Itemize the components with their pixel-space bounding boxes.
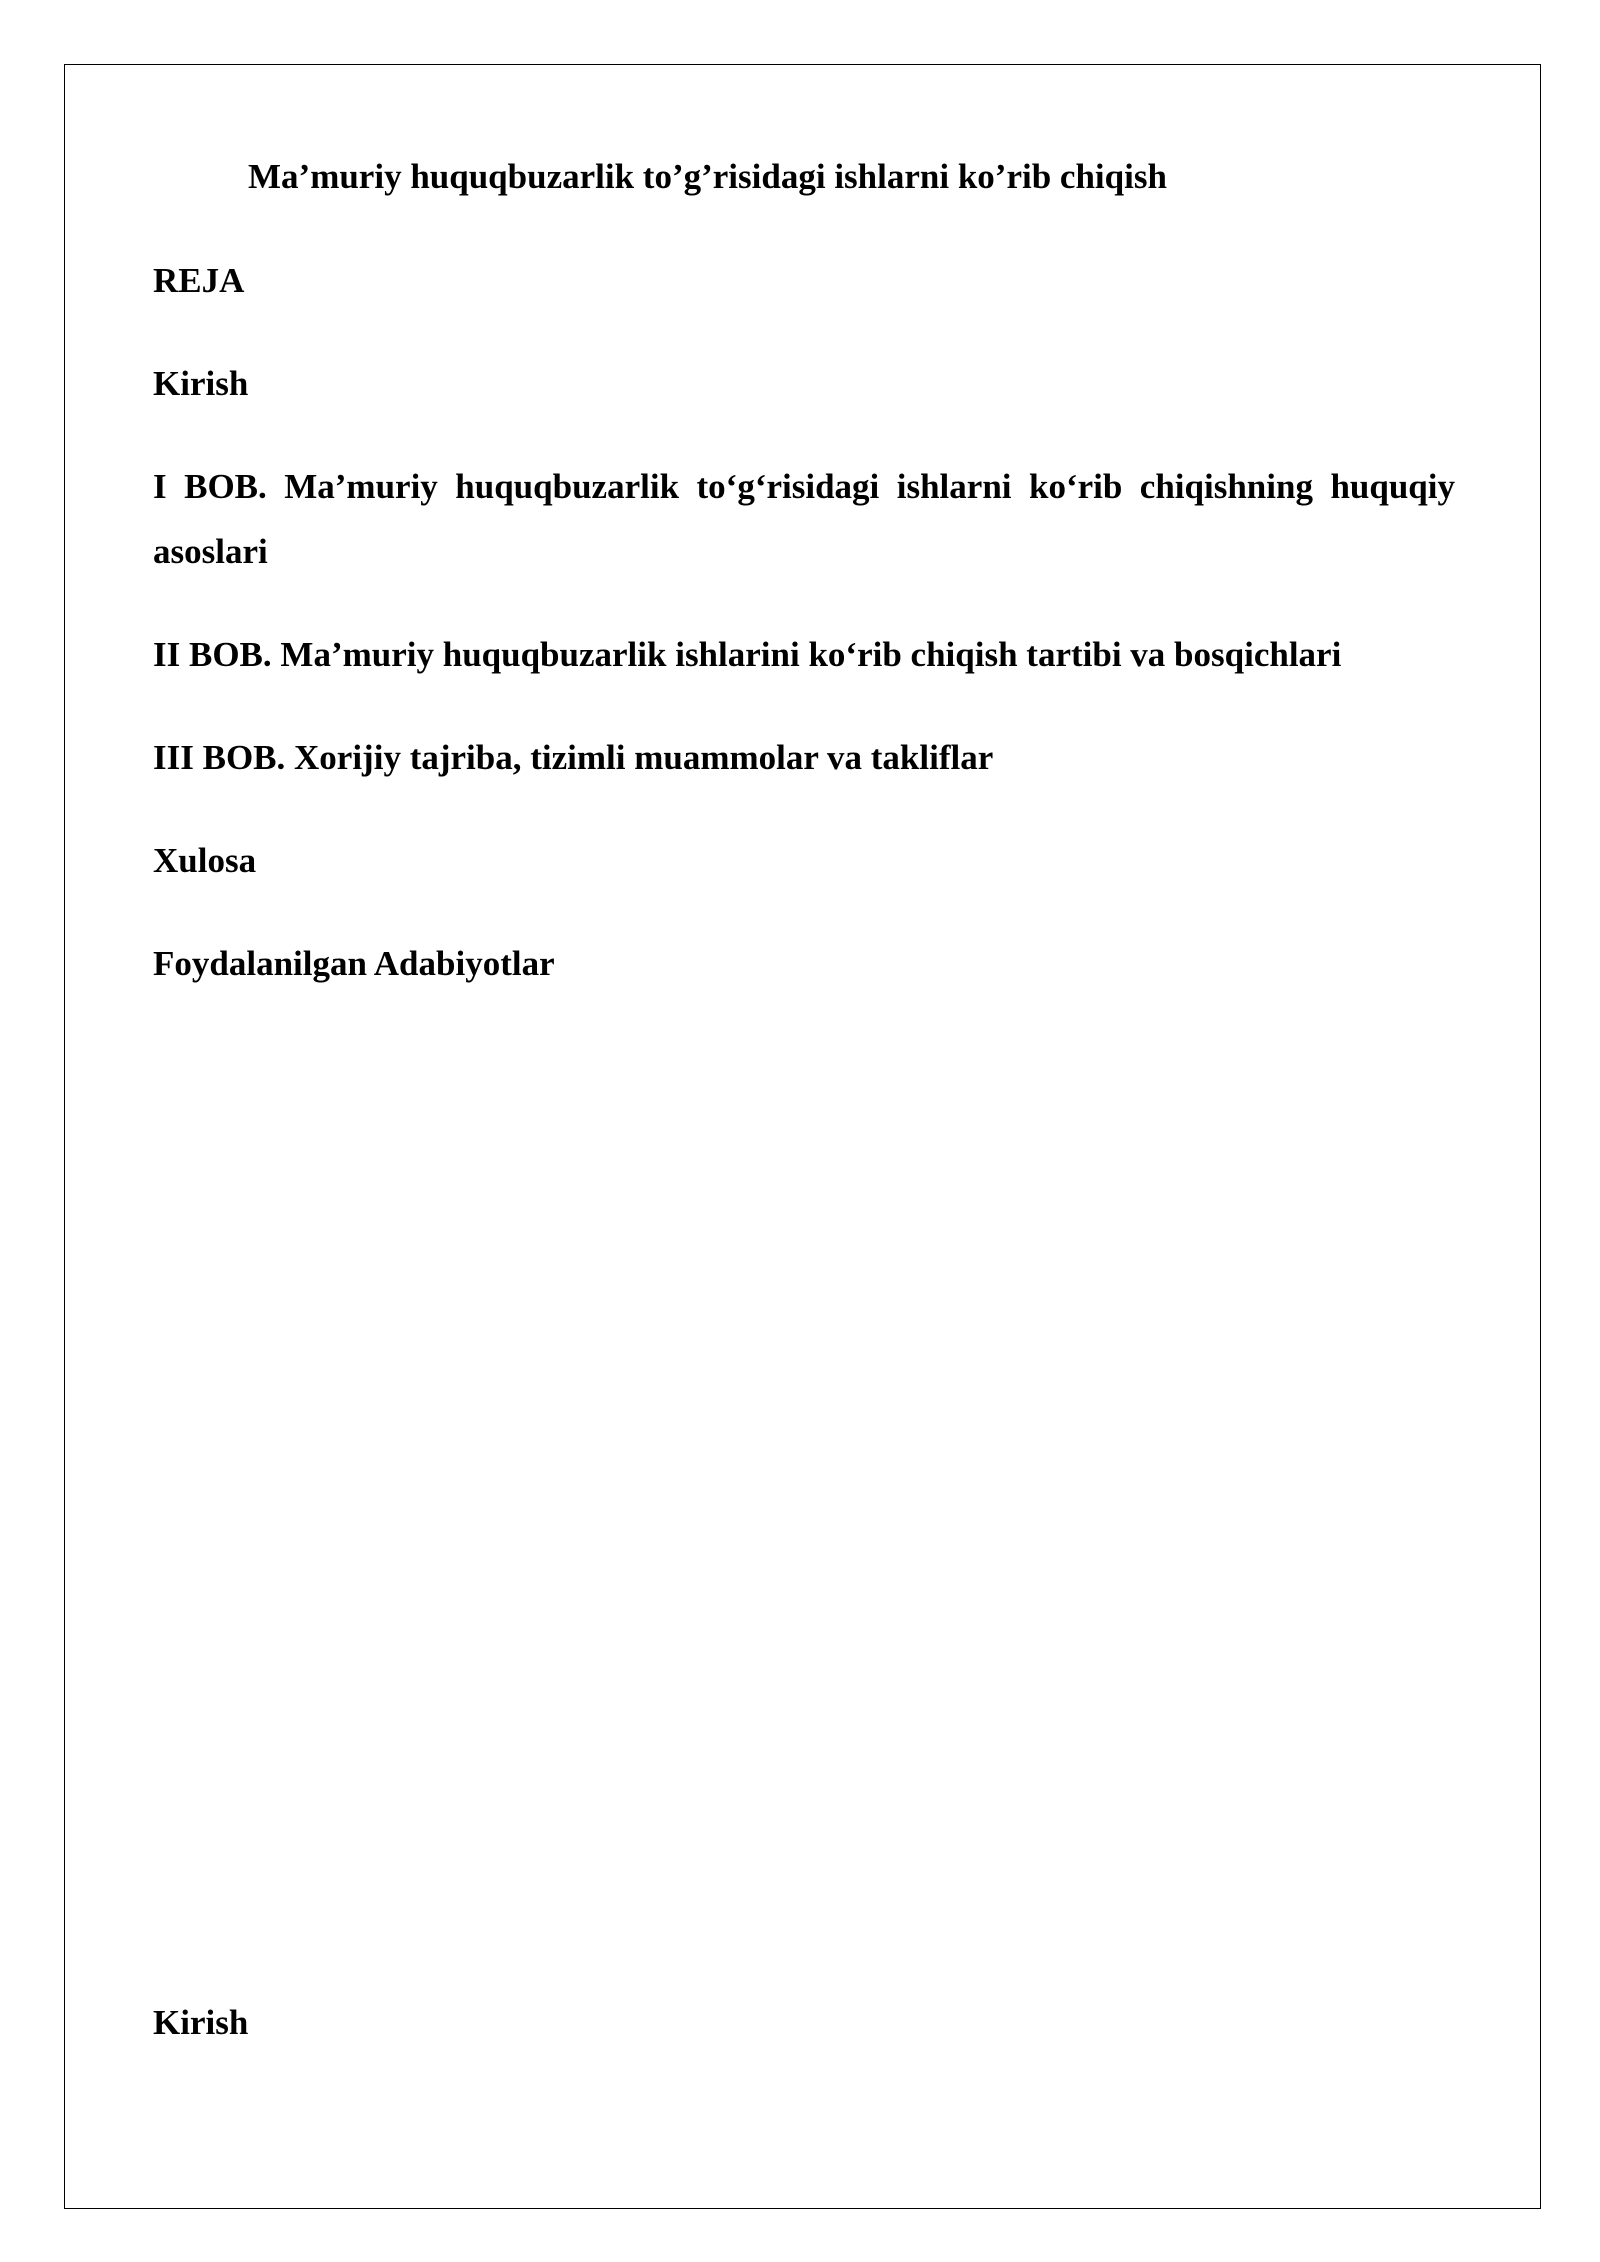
toc-item-references: Foydalanilgan Adabiyotlar — [153, 944, 555, 983]
toc-item-chapter-1: I BOB. Ma’muriy huquqbuzarlik to‘g‘risidagi ishlarni ko‘rib chiqishning huquqiy asoslari — [153, 467, 1455, 571]
plan-heading: REJA — [153, 261, 245, 300]
toc-item-chapter-3: III BOB. Xorijiy tajriba, tizimli muammolar va takliflar — [153, 738, 994, 777]
toc-item-intro: Kirish — [153, 364, 249, 403]
page-border — [64, 64, 1541, 2209]
section-heading-intro: Kirish — [153, 2003, 249, 2042]
toc-item-conclusion: Xulosa — [153, 841, 257, 880]
toc-item-chapter-2: II BOB. Ma’muriy huquqbuzarlik ishlarini ko‘rib chiqish tartibi va bosqichlari — [153, 635, 1342, 674]
document-title: Ma’muriy huquqbuzarlik to’g’risidagi ishlarni ko’rib chiqish — [248, 157, 1167, 196]
